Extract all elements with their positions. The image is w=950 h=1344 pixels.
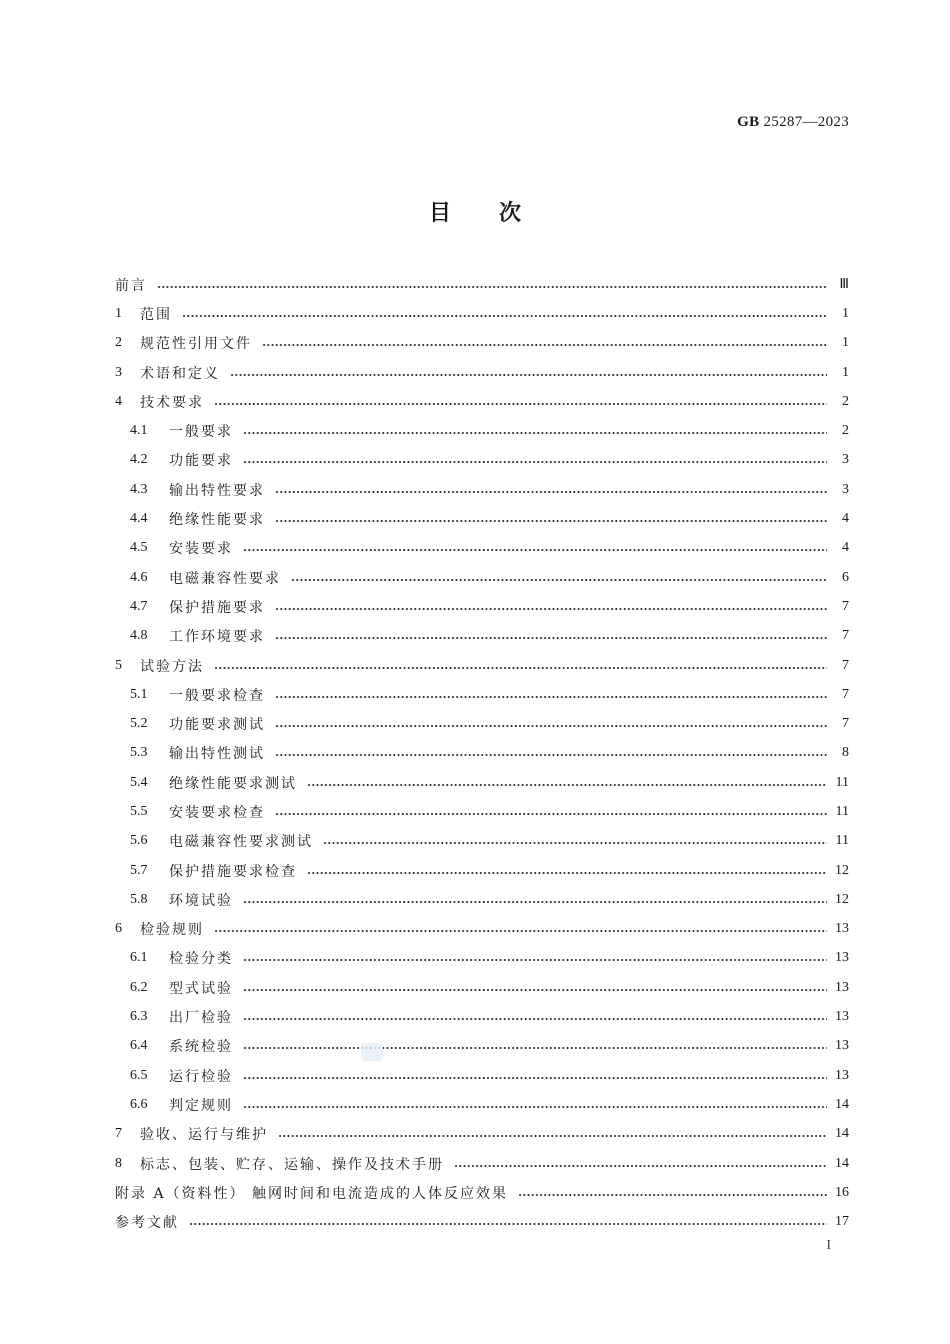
toc-heading	[0, 196, 950, 227]
toc-entry[interactable]	[115, 1032, 849, 1061]
toc-entry-page: 12	[835, 862, 849, 878]
toc-entry[interactable]	[115, 1120, 849, 1149]
standard-number: 25287—2023	[763, 114, 849, 130]
toc-entry[interactable]	[115, 944, 849, 973]
toc-entry-page: 3	[842, 481, 849, 497]
dot-leader	[275, 637, 827, 639]
toc-entry-number: 4.3	[130, 481, 148, 497]
dot-leader	[243, 1018, 827, 1020]
dot-leader	[243, 1106, 827, 1108]
dot-leader	[157, 286, 827, 288]
toc-entry-number: 1	[115, 305, 122, 321]
toc-entry-label: 检验分类	[169, 951, 233, 968]
toc-entry-number: 5.5	[130, 803, 148, 819]
toc-entry-number: 5	[115, 657, 122, 673]
toc-entry-page: 11	[835, 833, 849, 849]
dot-leader	[275, 608, 827, 610]
toc-heading-left: 目	[428, 201, 451, 226]
dot-leader	[307, 872, 827, 874]
toc-entry[interactable]	[115, 358, 849, 387]
toc-entry-label: 电磁兼容性要求	[169, 570, 281, 587]
toc-entry-label: 输出特性要求	[169, 482, 265, 499]
dot-leader	[262, 344, 827, 346]
toc-entry-number: 5.8	[130, 891, 148, 907]
toc-entry[interactable]	[115, 563, 849, 592]
toc-entry-page: 13	[835, 1038, 849, 1054]
toc-entry-label: 试验方法	[140, 658, 204, 675]
toc-entry-page: 7	[842, 716, 849, 732]
toc-entry[interactable]	[115, 651, 849, 680]
toc-entry-label: 电磁兼容性要求测试	[169, 834, 313, 851]
dot-leader	[291, 579, 827, 581]
toc-entry-label: 环境试验	[169, 892, 233, 909]
toc-entry[interactable]	[115, 1149, 849, 1178]
toc-entry-page: 1	[842, 335, 849, 351]
toc-entry-label: 输出特性测试	[169, 746, 265, 763]
page-number: I	[826, 1238, 831, 1253]
toc-entry-label: 型式试验	[169, 980, 233, 997]
toc-entry-number: 3	[115, 364, 122, 380]
toc-entry-number: 6	[115, 921, 122, 937]
toc-entry-page: 11	[835, 803, 849, 819]
toc-entry-page: 1	[842, 305, 849, 321]
toc-entry-number: 5.1	[130, 686, 148, 702]
dot-leader	[275, 491, 827, 493]
dot-leader	[323, 842, 827, 844]
watermark-logo	[361, 1043, 383, 1061]
toc-entry-label: 验收、运行与维护	[140, 1127, 268, 1144]
toc-entry-page: 4	[842, 511, 849, 527]
toc-entry-number: 5.2	[130, 716, 148, 732]
toc-entry-label: 绝缘性能要求	[169, 512, 265, 529]
toc-entry[interactable]	[115, 1002, 849, 1031]
toc-entry-page: 13	[835, 1009, 849, 1025]
toc-entry-number: 4.6	[130, 569, 148, 585]
table-of-contents	[115, 270, 849, 1237]
dot-leader	[214, 930, 827, 932]
toc-entry[interactable]	[115, 446, 849, 475]
toc-entry-number: 6.3	[130, 1009, 148, 1025]
toc-entry-label: 功能要求	[169, 453, 233, 470]
toc-entry-label: 功能要求测试	[169, 717, 265, 734]
toc-entry[interactable]	[115, 592, 849, 621]
dot-leader	[230, 374, 827, 376]
toc-entry[interactable]	[115, 973, 849, 1002]
dot-leader	[243, 461, 827, 463]
toc-entry-label: 检验规则	[140, 922, 204, 939]
standard-prefix: GB	[737, 114, 760, 130]
toc-entry[interactable]	[115, 1061, 849, 1090]
dot-leader	[275, 520, 827, 522]
toc-entry-label: 范围	[140, 306, 172, 323]
toc-entry-number: 4.2	[130, 452, 148, 468]
toc-entry-number: 6.1	[130, 950, 148, 966]
toc-entry-page: 7	[842, 598, 849, 614]
dot-leader	[214, 667, 827, 669]
document-number	[737, 114, 849, 131]
toc-entry-number: 6.4	[130, 1038, 148, 1054]
toc-entry[interactable]	[115, 475, 849, 504]
toc-entry-number: 5.6	[130, 833, 148, 849]
toc-entry-label: 安装要求检查	[169, 804, 265, 821]
toc-entry[interactable]	[115, 885, 849, 914]
toc-entry[interactable]	[115, 299, 849, 328]
toc-entry-label: 保护措施要求	[169, 599, 265, 616]
dot-leader	[518, 1194, 827, 1196]
dot-leader	[275, 696, 827, 698]
toc-entry-page: 4	[842, 540, 849, 556]
dot-leader	[307, 784, 827, 786]
dot-leader	[189, 1223, 827, 1225]
dot-leader	[214, 403, 827, 405]
toc-entry-number: 6.2	[130, 979, 148, 995]
toc-entry-number: 5.3	[130, 745, 148, 761]
toc-entry-label: 规范性引用文件	[140, 336, 252, 353]
toc-entry[interactable]	[115, 416, 849, 445]
dot-leader	[243, 432, 827, 434]
toc-entry-label: 术语和定义	[140, 365, 220, 382]
toc-entry[interactable]	[115, 680, 849, 709]
toc-entry-number: 7	[115, 1126, 122, 1142]
dot-leader	[275, 754, 827, 756]
toc-entry-label: 前言	[115, 277, 147, 294]
toc-entry-number: 8	[115, 1155, 122, 1171]
dot-leader	[243, 989, 827, 991]
toc-entry-number: 4.4	[130, 511, 148, 527]
dot-leader	[275, 813, 827, 815]
toc-entry[interactable]	[115, 387, 849, 416]
toc-entry-page: 12	[835, 891, 849, 907]
toc-entry-page: 14	[835, 1096, 849, 1112]
toc-entry-label: 参考文献	[115, 1215, 179, 1232]
toc-entry-page: 13	[835, 950, 849, 966]
toc-entry-page: 2	[842, 423, 849, 439]
toc-entry[interactable]	[115, 739, 849, 768]
toc-entry-number: 4.8	[130, 628, 148, 644]
toc-entry[interactable]	[115, 915, 849, 944]
toc-entry-label: 安装要求	[169, 541, 233, 558]
toc-entry[interactable]	[115, 270, 849, 299]
toc-entry-label: 一般要求检查	[169, 687, 265, 704]
toc-entry[interactable]	[115, 504, 849, 533]
toc-entry-page: 17	[835, 1214, 849, 1230]
toc-entry[interactable]	[115, 1090, 849, 1119]
toc-entry-page: 13	[835, 1067, 849, 1083]
toc-entry-number: 4.7	[130, 598, 148, 614]
toc-entry[interactable]	[115, 827, 849, 856]
toc-entry-page: 7	[842, 628, 849, 644]
dot-leader	[275, 725, 827, 727]
toc-entry-number: 4	[115, 393, 122, 409]
toc-entry-label: 系统检验	[169, 1039, 233, 1056]
toc-entry[interactable]	[115, 797, 849, 826]
toc-entry[interactable]	[115, 622, 849, 651]
toc-entry-number: 2	[115, 335, 122, 351]
toc-entry[interactable]	[115, 768, 849, 797]
toc-entry-page: Ⅲ	[839, 277, 849, 293]
toc-entry-page: 6	[842, 569, 849, 585]
toc-entry-page: 7	[842, 686, 849, 702]
toc-entry[interactable]	[115, 709, 849, 738]
toc-entry-label: 判定规则	[169, 1097, 233, 1114]
dot-leader	[243, 901, 827, 903]
toc-entry-number: 4.5	[130, 540, 148, 556]
toc-entry-page: 8	[842, 745, 849, 761]
toc-entry-page: 1	[842, 364, 849, 380]
toc-heading-right: 次	[499, 201, 522, 226]
toc-entry-number: 5.7	[130, 862, 148, 878]
toc-entry-label: 出厂检验	[169, 1010, 233, 1027]
toc-entry-label: 保护措施要求检查	[169, 863, 297, 880]
toc-entry-number: 6.5	[130, 1067, 148, 1083]
toc-entry-label: 一般要求	[169, 424, 233, 441]
toc-entry-label: 附录 A（资料性） 触网时间和电流造成的人体反应效果	[115, 1185, 509, 1202]
dot-leader	[243, 1047, 827, 1049]
toc-entry-label: 工作环境要求	[169, 629, 265, 646]
toc-entry[interactable]	[115, 1178, 849, 1207]
toc-entry-page: 13	[835, 921, 849, 937]
toc-entry-label: 标志、包装、贮存、运输、操作及技术手册	[140, 1156, 444, 1173]
dot-leader	[243, 549, 827, 551]
toc-entry-number: 5.4	[130, 774, 148, 790]
toc-entry[interactable]	[115, 329, 849, 358]
toc-entry-page: 3	[842, 452, 849, 468]
toc-entry-page: 11	[835, 774, 849, 790]
toc-entry-page: 13	[835, 979, 849, 995]
toc-entry-label: 运行检验	[169, 1068, 233, 1085]
toc-entry-label: 技术要求	[140, 394, 204, 411]
toc-entry-number: 6.6	[130, 1096, 148, 1112]
dot-leader	[243, 959, 827, 961]
toc-entry-page: 14	[835, 1155, 849, 1171]
dot-leader	[278, 1135, 827, 1137]
dot-leader	[182, 315, 827, 317]
dot-leader	[243, 1077, 827, 1079]
toc-entry[interactable]	[115, 1208, 849, 1237]
toc-entry-page: 2	[842, 393, 849, 409]
toc-entry-page: 16	[835, 1184, 849, 1200]
toc-entry-page: 7	[842, 657, 849, 673]
toc-entry[interactable]	[115, 534, 849, 563]
toc-entry[interactable]	[115, 856, 849, 885]
toc-entry-page: 14	[835, 1126, 849, 1142]
dot-leader	[454, 1165, 827, 1167]
toc-entry-label: 绝缘性能要求测试	[169, 775, 297, 792]
toc-entry-number: 4.1	[130, 423, 148, 439]
